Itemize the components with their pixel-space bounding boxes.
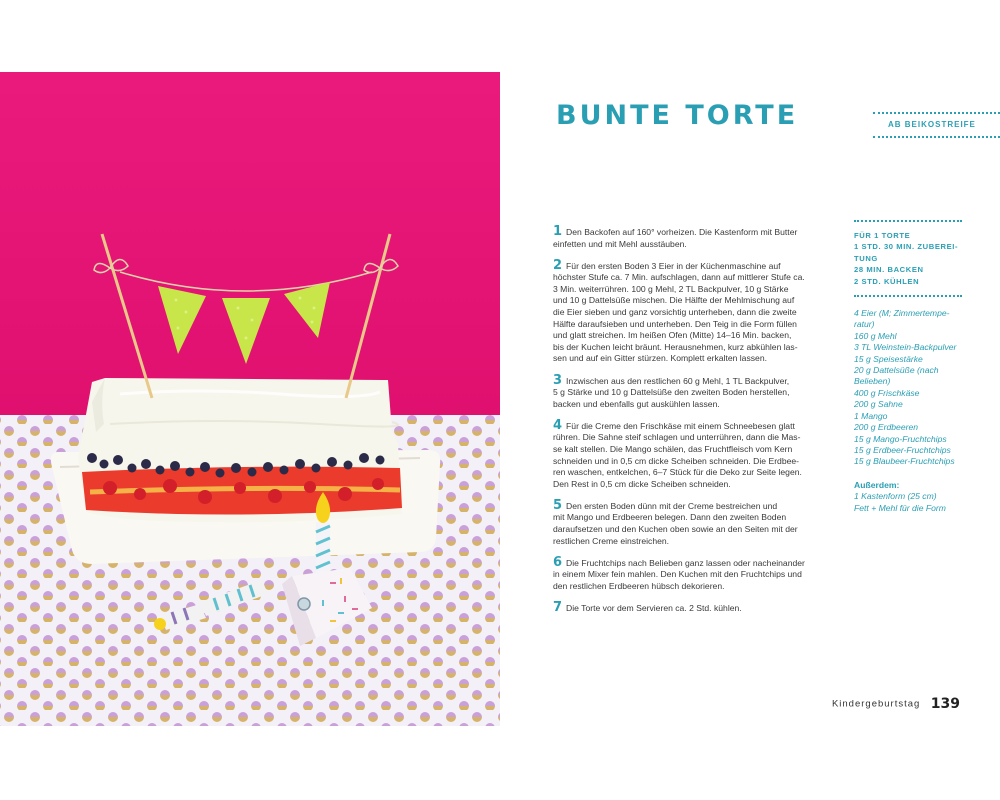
step-text: Die Fruchtchips nach Belieben ganz lassen oder nacheinander	[566, 557, 805, 568]
step-text: in einem Mixer fein mahlen. Den Kuchen mit den Fruchtchips und	[553, 569, 802, 580]
extras-item: 1 Kastenform (25 cm)	[854, 491, 937, 502]
step-number: 1	[553, 224, 563, 239]
step-text: Inzwischen aus den restlichen 60 g Mehl, 1 TL Backpulver,	[566, 375, 790, 386]
step-text-line	[553, 536, 826, 548]
step-text: 5 g Stärke und 10 g Dattelsüße den zweiten Boden herstellen,	[553, 387, 790, 398]
ingredient-list	[854, 308, 962, 468]
meta-item: 1 STD. 30 MIN. ZUBEREI-	[854, 242, 959, 252]
meta-item: 2 STD. KÜHLEN	[854, 276, 920, 286]
page-footer	[832, 695, 960, 713]
candle	[316, 492, 330, 578]
step-number: 3	[553, 372, 563, 388]
page-number: 139	[930, 695, 960, 712]
age-badge	[873, 112, 1000, 138]
step-text-line	[553, 319, 826, 331]
step-text-line	[553, 284, 826, 296]
step-text-line	[553, 417, 826, 433]
step-text: mit Mango und Erdbeeren belegen. Dann den zweiten Boden	[553, 512, 787, 523]
step-text-line	[553, 444, 826, 456]
step-text-line	[553, 387, 826, 399]
ingredient-item: 15 g Speisestärke	[854, 353, 923, 364]
step-text: bis der Kuchen leicht bräunt. Herausnehmen, kurz abkühlen las-	[553, 341, 798, 352]
chapter-name: Kindergeburtstag	[831, 698, 921, 710]
meta-item: FÜR 1 TORTE	[854, 231, 911, 240]
recipe-step	[553, 602, 826, 615]
age-badge-label: AB BEIKOSTREIFE	[888, 120, 976, 129]
ingredient-item: 160 g Mehl	[854, 330, 897, 341]
ingredient-item: 20 g Dattelsüße (nach	[854, 365, 939, 376]
ingredient-item: Belieben)	[854, 376, 891, 387]
ingredient-item: 400 g Frischkäse	[854, 387, 920, 398]
recipe-title: BUNTE TORTE	[556, 100, 799, 131]
step-text: schneiden und in 0,5 cm dicke Scheiben schneiden. Die Erdbee-	[553, 455, 800, 466]
step-text-line	[553, 512, 826, 524]
step-text-line	[553, 467, 826, 479]
step-text: 3 Min. weiterrühren. 100 g Mehl, 2 TL Backpulver, 10 g Stärke	[553, 283, 789, 294]
recipe-step	[553, 372, 826, 411]
recipe-step	[553, 497, 826, 547]
step-text-line	[553, 307, 826, 319]
recipe-step	[553, 417, 826, 491]
step-text: Die Torte vor dem Servieren ca. 2 Std. kühlen.	[566, 603, 742, 614]
step-text: den restlichen Erdbeeren hübsch dekorieren.	[553, 580, 725, 591]
extras-list	[854, 491, 962, 514]
step-text: daraufsetzen und den Kuchen oben sowie an den Seiten mit der	[553, 524, 798, 535]
step-text: Für den ersten Boden 3 Eier in der Küchenmaschine auf	[566, 260, 781, 271]
step-text: Den Rest in 0,5 cm dicke Scheiben schneiden.	[553, 478, 731, 489]
step-text-line	[553, 295, 826, 307]
step-text-line	[553, 524, 826, 536]
step-text: Den Backofen auf 160° vorheizen. Die Kastenform mit Butter	[566, 227, 798, 237]
ingredient-item: 4 Eier (M; Zimmertempe-	[854, 308, 950, 319]
step-text-line	[553, 226, 826, 239]
step-text-line	[553, 554, 826, 570]
step-number: 2	[553, 257, 563, 273]
step-number: 7	[553, 600, 563, 616]
ingredient-item: 200 g Sahne	[854, 399, 903, 410]
step-text-line	[553, 497, 826, 513]
step-text-line	[553, 569, 826, 581]
meta-item: TUNG	[854, 253, 878, 263]
step-text: se kalt stellen. Die Mango schälen, das Fruchtfleisch vom Kern	[553, 444, 793, 454]
step-text: rühren. Die Sahne steif schlagen und unterrühren, dann die Mas-	[553, 432, 801, 443]
step-text-line	[553, 330, 826, 342]
step-text-line	[553, 239, 826, 251]
cake-photo	[0, 72, 500, 726]
step-text-line	[553, 479, 826, 491]
recipe-meta	[854, 222, 962, 295]
step-number: 5	[553, 497, 563, 513]
step-text: die Eier sieben und ganz vorsichtig unterheben, dann die zweite	[553, 307, 797, 318]
step-text: und 10 g Dattelsüße mischen. Die Hälfte der Mehlmischung auf	[553, 295, 795, 306]
step-text-line	[553, 372, 826, 388]
step-text-line	[553, 432, 826, 444]
step-text: und glatt streichen. Im heißen Ofen (Mitte) 14–16 Min. backen,	[553, 330, 792, 341]
step-text-line	[553, 272, 826, 284]
ingredient-item: ratur)	[854, 319, 875, 330]
step-text: ren waschen, entkelchen, 6–7 Stück für die Deko zur Seite legen.	[553, 467, 802, 478]
step-text: Für die Creme den Frischkäse mit einem Schneebesen glatt	[566, 420, 795, 431]
ingredient-item: 15 g Erdbeer-Fruchtchips	[854, 444, 951, 455]
recipe-step	[553, 226, 826, 250]
step-text-line	[553, 456, 826, 468]
ingredient-item: 200 g Erdbeeren	[854, 422, 919, 433]
step-text: Hälfte daraufsieben und unterheben. Den Teig in die Form füllen	[553, 318, 797, 329]
step-text-line	[553, 353, 826, 365]
recipe-step	[553, 257, 826, 365]
step-number: 6	[553, 554, 563, 570]
recipe-step	[553, 554, 826, 593]
step-text: einfetten und mit Mehl ausstäuben.	[553, 238, 687, 249]
step-text: restlichen Creme einstreichen.	[553, 535, 670, 546]
step-text-line	[553, 581, 826, 593]
step-text: Den ersten Boden dünn mit der Creme bestreichen und	[566, 500, 778, 511]
step-text-line	[553, 399, 826, 411]
ingredient-item: 15 g Blaubeer-Fruchtchips	[854, 456, 955, 467]
step-text: backen und ebenfalls gut auskühlen lassen.	[553, 398, 720, 409]
step-number: 4	[553, 417, 563, 433]
divider	[854, 295, 962, 297]
extras-heading: Außerdem:	[854, 479, 900, 490]
recipe-info-column	[854, 220, 962, 514]
step-text: höchster Stufe ca. 7 Min. aufschlagen, dann auf mittlerer Stufe ca.	[553, 272, 805, 283]
step-text-line	[553, 257, 826, 273]
extras-item: Fett + Mehl für die Form	[854, 502, 946, 513]
recipe-steps	[553, 226, 826, 624]
meta-item: 28 MIN. BACKEN	[854, 265, 924, 275]
ingredient-item: 15 g Mango-Fruchtchips	[854, 433, 947, 444]
step-text-line	[553, 342, 826, 354]
step-text: sen und auf ein Gitter stürzen. Komplett erkalten lassen.	[553, 353, 768, 364]
step-text-line	[553, 602, 826, 615]
ingredient-item: 3 TL Weinstein-Backpulver	[854, 342, 957, 353]
ingredient-item: 1 Mango	[854, 410, 888, 421]
